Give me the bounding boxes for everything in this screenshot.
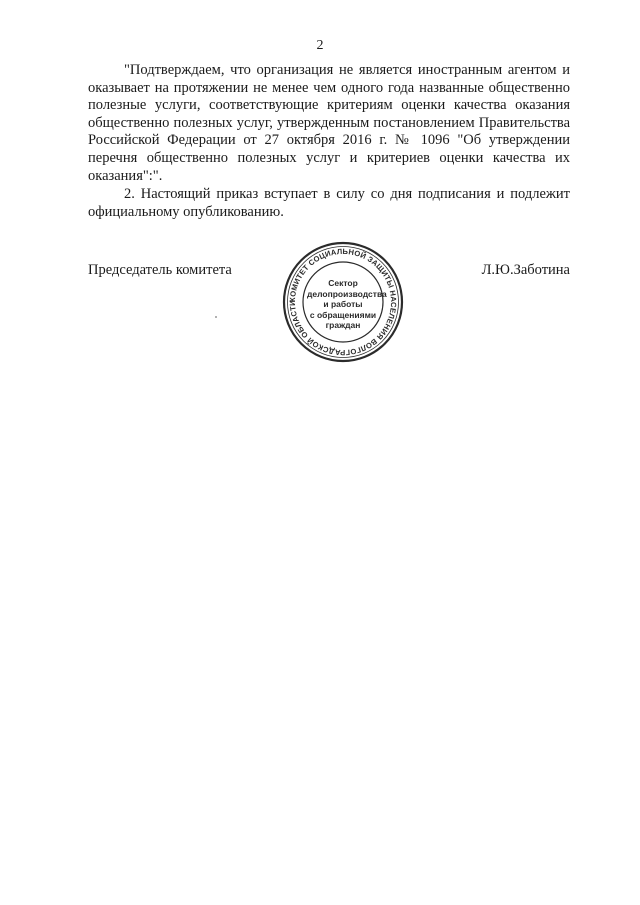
paragraph-effective-date: 2. Настоящий приказ вступает в силу со дня подписания и подлежит официальному опубликованию.: [88, 186, 570, 220]
seal-center-line: граждан: [325, 320, 361, 330]
seal-center-text: [307, 278, 387, 331]
seal-center-line: делопроизводства: [307, 288, 387, 299]
signatory-name: Л.Ю.Заботина: [481, 262, 570, 278]
seal-center-line: и работы: [323, 299, 363, 309]
official-seal-stamp: [281, 240, 405, 364]
signatory-title: Председатель комитета: [88, 262, 232, 278]
page-number: 2: [316, 38, 324, 53]
seal-center-line: с обращениями: [309, 309, 377, 320]
seal-center-line: Сектор: [328, 278, 358, 288]
seal-ring-text: КОМИТЕТ СОЦИАЛЬНОЙ ЗАЩИТЫ НАСЕЛЕНИЯ ВОЛГОГРАДСКОЙ ОБЛАСТИ: [287, 246, 399, 358]
document-body: [88, 62, 570, 221]
paragraph-quoted-confirmation: "Подтверждаем, что организация не является иностранным агентом и оказывает на протяжении не менее чем одного года названные общественно полезные услуги, соответствующие критериям оценки качества оказания общественно полезных услуг, утвержденным постановлением Правительства Российской Федерации от 27 октября 2016 г. № 1096 "Об утверждении перечня общественно полезных услуг и критериев оценки качества их оказания":".: [88, 62, 570, 184]
scan-speck: [215, 316, 217, 318]
